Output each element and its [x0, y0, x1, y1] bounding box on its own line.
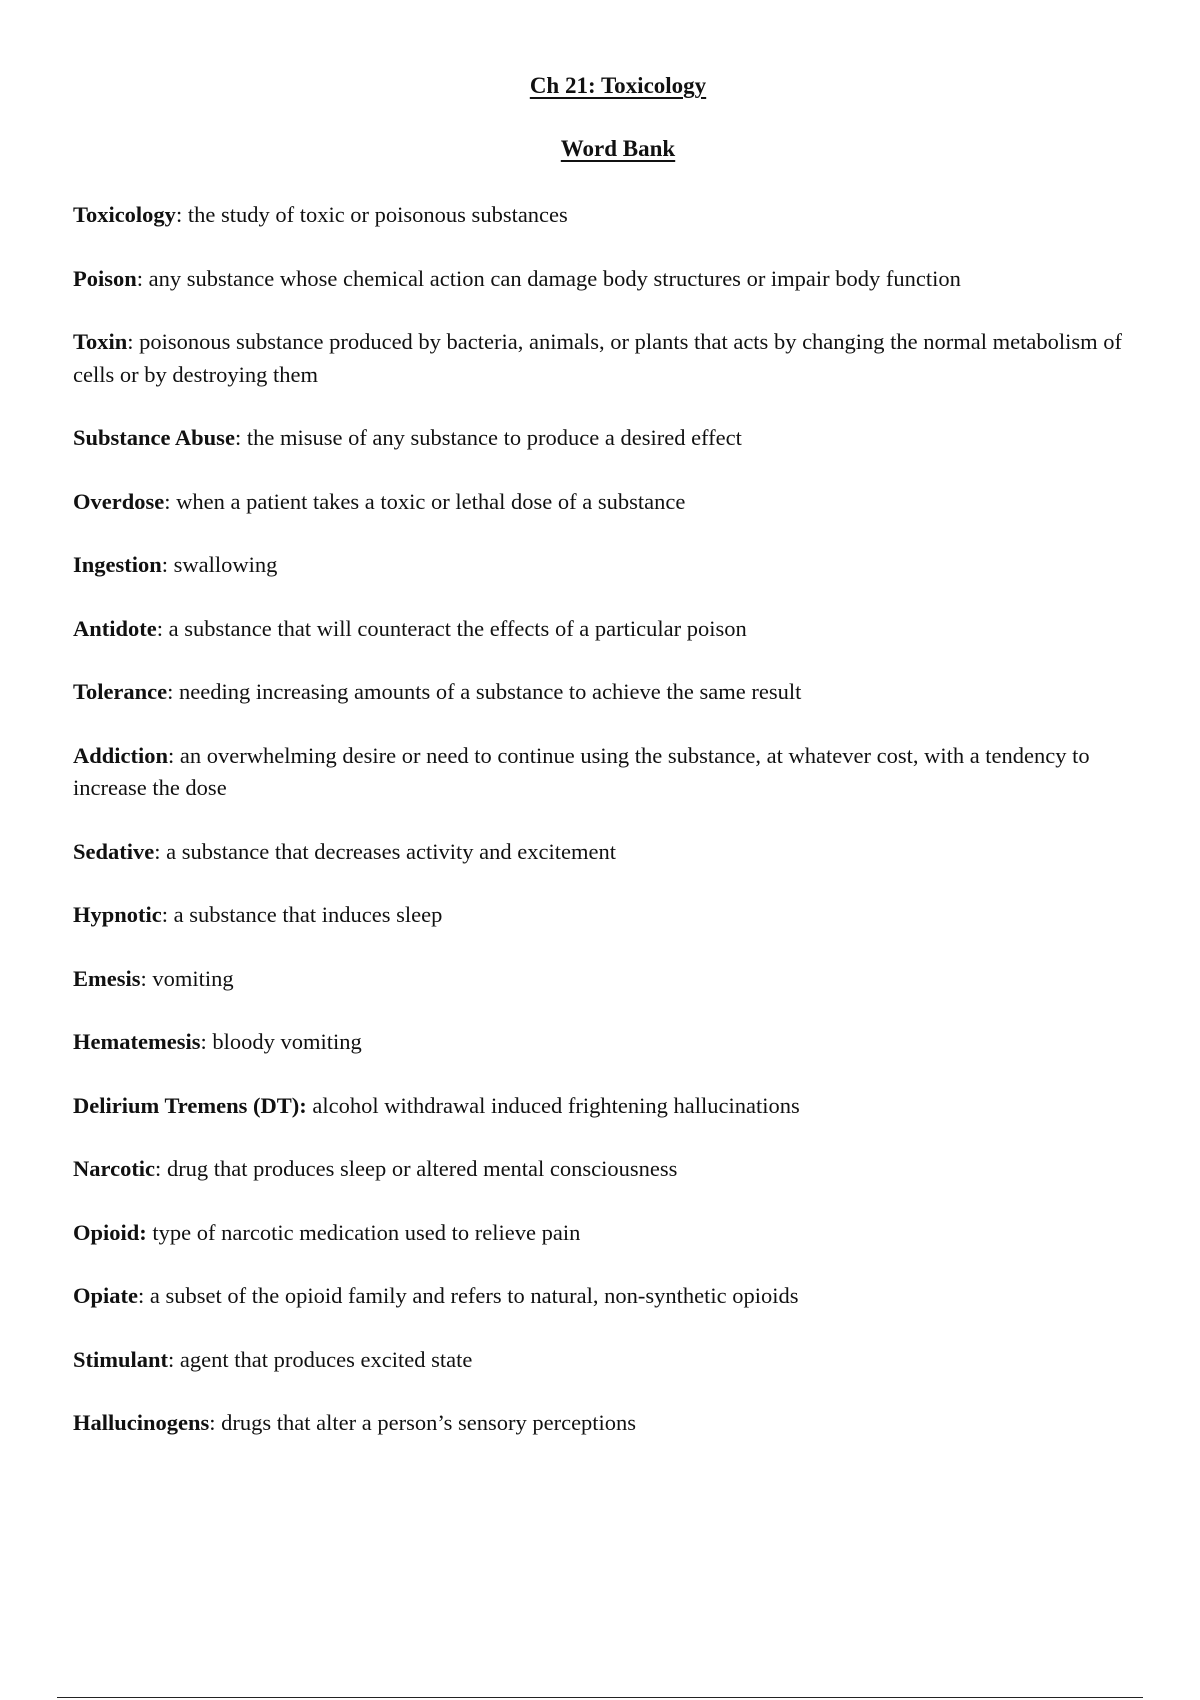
term-separator: : — [138, 1283, 145, 1308]
term-definition: poisonous substance produced by bacteria, animals, or plants that acts by changing the normal metabolism of cells or by destroying them — [73, 329, 1122, 387]
term-entry — [73, 199, 1148, 232]
term-entry — [73, 549, 1148, 582]
term-definition: the misuse of any substance to produce a desired effect — [241, 425, 742, 450]
term-separator: : — [209, 1410, 216, 1435]
term-entry — [73, 963, 1148, 996]
term-entry — [73, 1090, 1148, 1123]
term-definition: the study of toxic or poisonous substances — [182, 202, 568, 227]
term-entry — [73, 899, 1148, 932]
term-word: Ingestion — [73, 552, 162, 577]
term-word: Delirium Tremens (DT): — [73, 1092, 307, 1118]
term-word: Opioid: — [73, 1219, 147, 1245]
term-word: Hematemesis — [73, 1029, 201, 1054]
term-entry — [73, 1280, 1148, 1313]
term-separator: : — [161, 552, 169, 577]
term-entry — [73, 740, 1148, 805]
term-definition: any substance whose chemical action can damage body structures or impair body function — [143, 265, 961, 291]
term-entry — [73, 1026, 1148, 1059]
term-entry — [73, 613, 1148, 646]
term-separator: : — [168, 1346, 175, 1372]
term-definition: type of narcotic medication used to relieve pain — [146, 1219, 581, 1245]
term-definition: when a patient takes a toxic or lethal dose of a substance — [170, 488, 686, 514]
term-separator: : — [155, 1156, 162, 1181]
term-separator: : — [168, 742, 175, 768]
term-separator: : — [127, 329, 134, 354]
term-word: Emesis — [73, 965, 141, 991]
word-bank-list — [73, 199, 1148, 1471]
term-definition: vomiting — [146, 965, 234, 991]
footer-divider — [57, 1697, 1143, 1698]
term-word: Stimulant — [73, 1346, 169, 1372]
term-word: Poison — [73, 265, 137, 291]
term-word: Tolerance — [73, 679, 168, 704]
term-entry — [73, 676, 1148, 709]
term-definition: a substance that will counteract the effects of a particular poison — [163, 615, 747, 641]
term-entry — [73, 422, 1148, 455]
term-word: Toxicology — [73, 202, 176, 227]
term-word: Overdose — [73, 488, 165, 514]
term-word: Hallucinogens — [73, 1410, 210, 1435]
term-definition: swallowing — [168, 552, 278, 577]
term-separator: : — [200, 1029, 207, 1054]
term-word: Antidote — [73, 615, 157, 641]
term-word: Narcotic — [73, 1156, 156, 1181]
term-word: Opiate — [73, 1283, 138, 1308]
term-entry — [73, 1344, 1148, 1377]
term-definition: agent that produces excited state — [174, 1346, 473, 1372]
term-separator: : — [161, 902, 169, 927]
term-separator: : — [164, 488, 171, 514]
page-title: Ch 21: Toxicology — [529, 73, 707, 98]
term-word: Sedative — [73, 838, 155, 864]
term-entry — [73, 1153, 1148, 1186]
term-entry — [73, 1407, 1148, 1440]
term-definition: drug that produces sleep or altered mental consciousness — [161, 1156, 678, 1181]
term-entry — [73, 263, 1148, 296]
term-entry — [73, 1217, 1148, 1250]
term-separator: : — [140, 965, 147, 991]
term-definition: a substance that decreases activity and excitement — [160, 838, 616, 864]
term-definition: alcohol withdrawal induced frightening hallucinations — [306, 1092, 800, 1118]
term-word: Toxin — [73, 329, 128, 354]
term-definition: needing increasing amounts of a substance to achieve the same result — [173, 679, 802, 704]
term-entry — [73, 326, 1148, 391]
term-separator: : — [136, 265, 144, 291]
term-definition: an overwhelming desire or need to continue using the substance, at whatever cost, with a tendency to increase the dose — [73, 742, 1090, 800]
term-separator: : — [175, 202, 183, 227]
term-definition: a subset of the opioid family and refers to natural, non-synthetic opioids — [144, 1283, 799, 1308]
term-definition: a substance that induces sleep — [168, 902, 443, 927]
term-entry — [73, 836, 1148, 869]
term-separator: : — [154, 838, 161, 864]
term-word: Addiction — [73, 742, 169, 768]
term-word: Substance Abuse — [73, 425, 235, 450]
term-separator: : — [234, 425, 242, 450]
term-word: Hypnotic — [73, 902, 162, 927]
section-heading: Word Bank — [560, 136, 676, 161]
term-separator: : — [156, 615, 164, 641]
term-definition: drugs that alter a person’s sensory perceptions — [215, 1410, 637, 1435]
term-entry — [73, 486, 1148, 519]
term-definition: bloody vomiting — [206, 1029, 362, 1054]
term-separator: : — [167, 679, 174, 704]
